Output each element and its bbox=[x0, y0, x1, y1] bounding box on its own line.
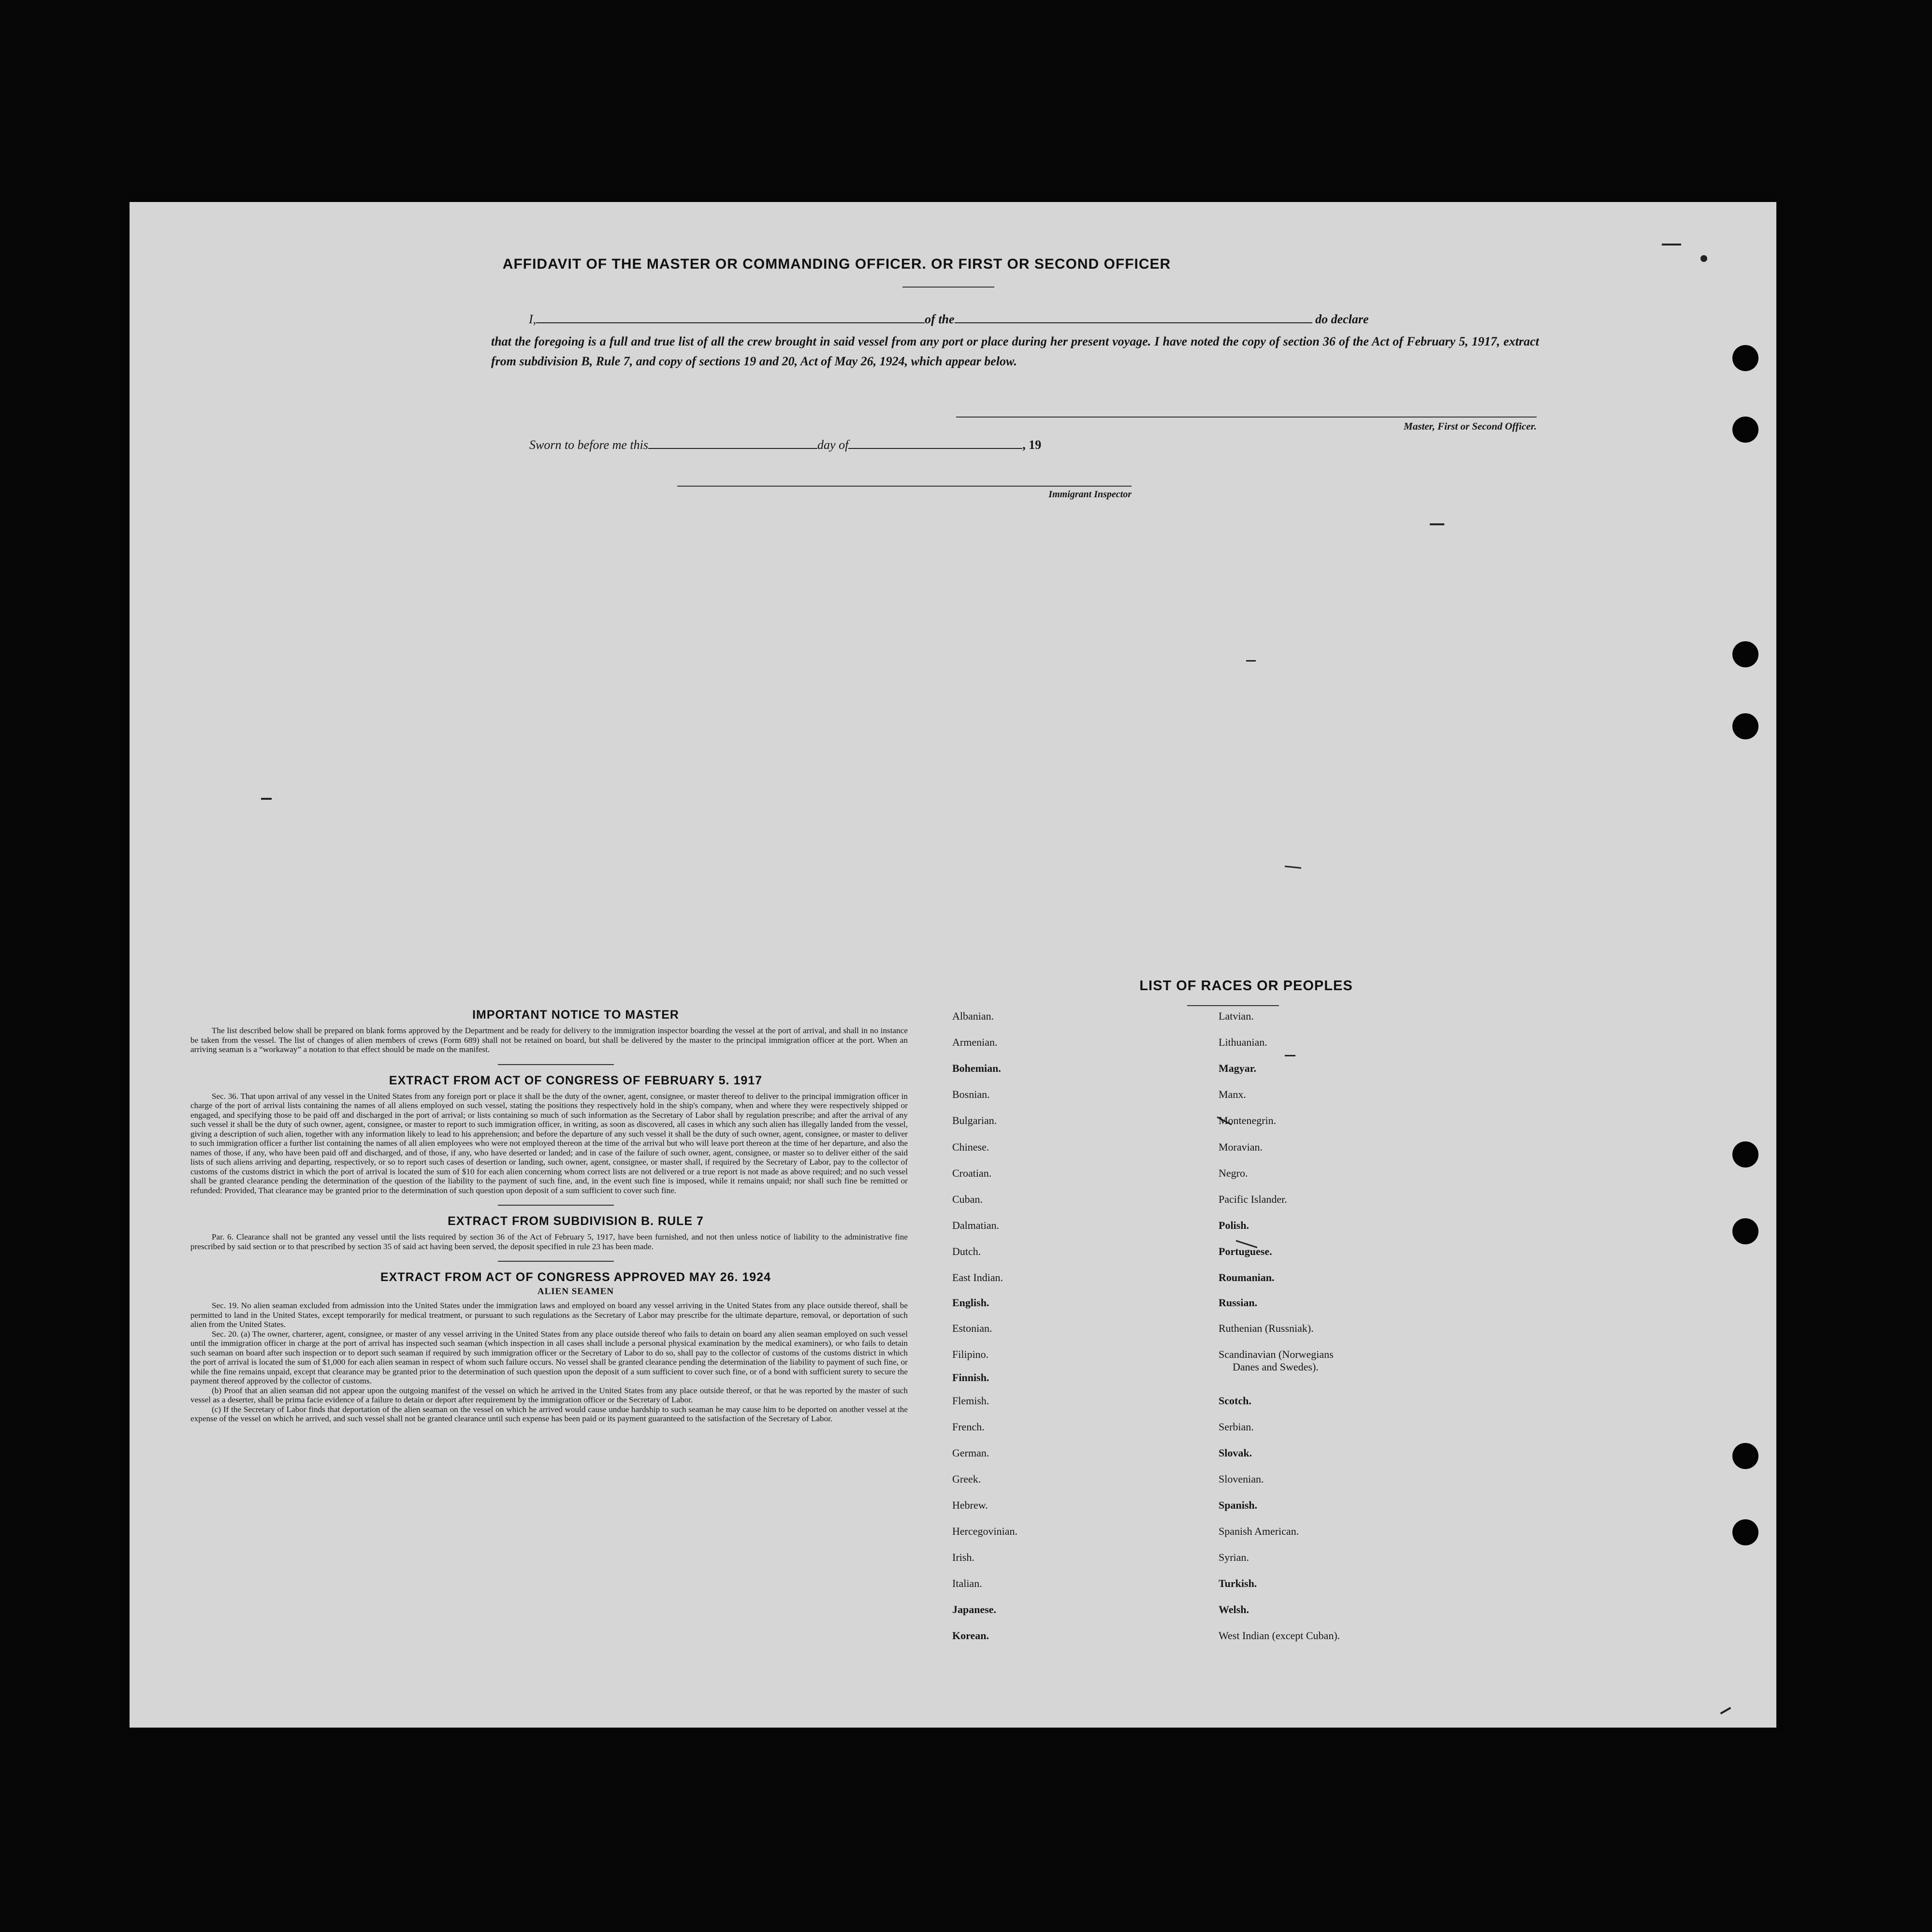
race-item: Polish. bbox=[1219, 1219, 1249, 1231]
race-item: West Indian (except Cuban). bbox=[1219, 1629, 1340, 1642]
binder-hole bbox=[1732, 713, 1758, 739]
race-item: Negro. bbox=[1219, 1167, 1248, 1179]
day-blank bbox=[648, 447, 817, 449]
sworn-line bbox=[529, 438, 1041, 452]
race-item: Roumanian. bbox=[1219, 1271, 1275, 1283]
race-item: English. bbox=[952, 1297, 989, 1309]
binder-hole bbox=[1732, 345, 1758, 371]
scan-speck bbox=[1246, 660, 1256, 662]
affidavit-body: that the foregoing is a full and true list of all the crew brought in said vessel from any port or place during her present voyage. I have noted the copy of section 36 of the Act of February 5, 1917, extract from subdivision B, Rule 7, and copy of sections 19 and 20, Act of May 26, 1924, which appear below. bbox=[491, 334, 1539, 368]
vessel-blank bbox=[955, 322, 1312, 323]
document-page bbox=[130, 202, 1776, 1728]
scan-speck bbox=[1700, 255, 1707, 262]
alien-seamen-subtitle: ALIEN SEAMEN bbox=[537, 1286, 614, 1297]
race-item: Scotch. bbox=[1219, 1395, 1251, 1407]
binder-hole bbox=[1732, 1443, 1758, 1469]
race-item: Slovenian. bbox=[1219, 1473, 1264, 1485]
race-item: Dutch. bbox=[952, 1245, 981, 1257]
do-declare-label: do declare bbox=[1315, 312, 1369, 326]
race-item: Russian. bbox=[1219, 1297, 1258, 1309]
rule7-text: Par. 6. Clearance shall not be granted any vessel until the lists required by section 36 of the Act of February 5, 1917, have been furnished, and not then unless notice of liability to the administrative fine prescribed by said section or to that prescribed by section 35 of said act having been served, the deposit specified in rule 23 has been made. bbox=[190, 1232, 908, 1251]
race-item: Flemish. bbox=[952, 1395, 989, 1407]
name-blank bbox=[536, 322, 925, 323]
race-item: Hebrew. bbox=[952, 1499, 988, 1511]
race-item: Serbian. bbox=[1219, 1421, 1254, 1433]
scan-speck bbox=[1720, 1707, 1731, 1714]
divider bbox=[498, 1261, 614, 1262]
binder-hole bbox=[1732, 1218, 1758, 1244]
binder-hole bbox=[1732, 1519, 1758, 1545]
race-item: Pacific Islander. bbox=[1219, 1193, 1287, 1205]
master-signature-label: Master, First or Second Officer. bbox=[1404, 420, 1537, 432]
race-item: Portuguese. bbox=[1219, 1245, 1272, 1257]
race-item: French. bbox=[952, 1421, 985, 1433]
race-item: Moravian. bbox=[1219, 1141, 1263, 1153]
race-item: Estonian. bbox=[952, 1322, 992, 1334]
binder-hole bbox=[1732, 417, 1758, 443]
race-item: Croatian. bbox=[952, 1167, 992, 1179]
race-item: Slovak. bbox=[1219, 1447, 1252, 1459]
race-item: Latvian. bbox=[1219, 1010, 1254, 1022]
race-item: Bosnian. bbox=[952, 1088, 990, 1100]
divider bbox=[498, 1064, 614, 1065]
race-item: Scandinavian (Norwegians bbox=[1219, 1348, 1334, 1360]
race-item: Albanian. bbox=[952, 1010, 994, 1022]
scan-speck bbox=[1430, 523, 1444, 525]
race-item: Montenegrin. bbox=[1219, 1114, 1277, 1126]
scan-speck bbox=[1285, 1055, 1295, 1056]
legal-notices-column bbox=[190, 1008, 908, 1424]
race-item: Japanese. bbox=[952, 1603, 997, 1615]
race-item: Hercegovinian. bbox=[952, 1525, 1017, 1537]
scan-speck bbox=[1285, 865, 1301, 869]
races-title: LIST OF RACES OR PEOPLES bbox=[1139, 978, 1353, 994]
race-item: East Indian. bbox=[952, 1271, 1003, 1283]
rule7-title: EXTRACT FROM SUBDIVISION B. RULE 7 bbox=[448, 1214, 704, 1228]
extract-1917-title: EXTRACT FROM ACT OF CONGRESS OF FEBRUARY 5. 1917 bbox=[389, 1073, 763, 1087]
day-of-label: day of bbox=[817, 438, 849, 452]
divider bbox=[902, 287, 994, 288]
sworn-prefix: Sworn to before me this bbox=[529, 438, 649, 452]
race-item: Dalmatian. bbox=[952, 1219, 1000, 1231]
affidavit-title: AFFIDAVIT OF THE MASTER OR COMMANDING OFFICER. OR FIRST OR SECOND OFFICER bbox=[502, 256, 1171, 272]
of-the-label: of the bbox=[925, 312, 955, 326]
binder-hole bbox=[1732, 641, 1758, 667]
race-item: Bulgarian. bbox=[952, 1114, 997, 1126]
race-item: Cuban. bbox=[952, 1193, 983, 1205]
race-item: Syrian. bbox=[1219, 1551, 1249, 1563]
divider bbox=[1187, 1005, 1279, 1006]
inspector-label: Immigrant Inspector bbox=[1048, 489, 1132, 500]
race-item: Finnish. bbox=[952, 1371, 989, 1384]
race-item: Italian. bbox=[952, 1577, 982, 1589]
month-blank bbox=[848, 447, 1022, 449]
race-item: Chinese. bbox=[952, 1141, 989, 1153]
year-label: , 19 bbox=[1022, 438, 1042, 452]
race-item: Magyar. bbox=[1219, 1062, 1257, 1074]
race-item: Manx. bbox=[1219, 1088, 1246, 1100]
notice-text: The list described below shall be prepared on blank forms approved by the Department and be ready for delivery to the immigration inspector boarding the vessel at the port of arrival, and shall in no instance be taken from the vessel. The list of changes of alien members of crews (Form 689) shall not be retained on board, but shall be delivered by the master to the principal immigration officer at the port. When an arriving seaman is a “workaway” a notation to that effect should be made on the manifest. bbox=[190, 1026, 908, 1054]
race-item: German. bbox=[952, 1447, 989, 1459]
inspector-signature-line bbox=[677, 486, 1132, 487]
race-item: Irish. bbox=[952, 1551, 974, 1563]
notice-title: IMPORTANT NOTICE TO MASTER bbox=[472, 1008, 679, 1022]
extract-1924-title: EXTRACT FROM ACT OF CONGRESS APPROVED MAY 26. 1924 bbox=[380, 1270, 771, 1284]
i-label: I, bbox=[529, 312, 537, 326]
race-item: Spanish American. bbox=[1219, 1525, 1299, 1537]
race-item: Turkish. bbox=[1219, 1577, 1257, 1589]
race-item: Ruthenian (Russniak). bbox=[1219, 1322, 1314, 1334]
race-item: Lithuanian. bbox=[1219, 1036, 1267, 1048]
scan-speck bbox=[1662, 244, 1681, 245]
race-item: Spanish. bbox=[1219, 1499, 1258, 1511]
sec20c-text: (c) If the Secretary of Labor finds that deportation of the alien seaman on the vessel on which he arrived would cause undue hardship to such seaman he may cause him to be deported on another vessel at the expense of the vessel on which he arrived, and such vessel shall not be granted clearance until such expense has been paid or its payment guaranteed to the satisfaction of the Secretary of Labor. bbox=[190, 1404, 908, 1423]
sec20b-text: (b) Proof that an alien seaman did not appear upon the outgoing manifest of the vessel on which he arrived in the United States from any place outside thereof, or that he was reported by the master of such vessel as a deserter, shall be prima facie evidence of a failure to detain or deport after requirement by the immigration officer or the Secretary of Labor. bbox=[190, 1385, 908, 1404]
race-item: Armenian. bbox=[952, 1036, 998, 1048]
race-item: Danes and Swedes). bbox=[1233, 1361, 1319, 1373]
master-signature-line bbox=[956, 417, 1537, 418]
race-item: Greek. bbox=[952, 1473, 981, 1485]
extract-1917-text: Sec. 36. That upon arrival of any vessel in the United States from any foreign port or place it shall be the duty of the owner, agent, consignee, or master thereof to deliver to the principal immigration officer in charge of the port of arrival lists containing the names of all aliens employed on such vessel, stating the positions they respectively hold in the ship's company, when and where they were respectively shipped or engaged, and specifying those to be paid off and discharged in the port of arrival; or lists containing so much of such information as the Secretary of Labor shall by regulation prescribe; and after the arrival of any such vessel it shall be the duty of such owner, agent, consignee, or master to report to such immigration officer, in writing, as soon as discovered, all cases in which any such alien has illegally landed from the vessel, giving a description of such alien, together with any information likely to lead to his apprehension; and before the departure of any such vessel it shall be the duty of such owner, agent, consignee, or master to deliver to such immigration officer a further list containing the names of all alien employees who were not employed thereon at the time of the arrival but who will leave port thereon at the time of her departure, and also the names of those, if any, who have been paid off and discharged, and of those, if any, who have deserted or landed; and in case of the failure of such owner, agent, consignee, or master so to deliver either of the said lists of such aliens arriving and departing, respectively, or so to report such cases of desertion or landing, such owner, agent, consignee, or master shall, if required by the Secretary of Labor, pay to the collector of customs of the customs district in which the port of arrival is located the sum of $10 for each alien concerning whom correct lists are not delivered or a true report is not made as above required; and no such vessel shall be granted clearance pending the determination of the question of the liability to the payment of such fine, and, in the event such fine is imposed, while it remains unpaid; nor shall such fine be remitted or refunded: Provided, That clearance may be granted prior to the determination of such question upon deposit of a sum sufficient to cover such fine. bbox=[190, 1091, 908, 1195]
race-item: Filipino. bbox=[952, 1348, 989, 1360]
scan-speck bbox=[261, 798, 272, 800]
race-item: Korean. bbox=[952, 1629, 989, 1642]
divider bbox=[498, 1205, 614, 1206]
race-item: Bohemian. bbox=[952, 1062, 1001, 1074]
affidavit-declaration-line bbox=[529, 312, 1539, 327]
sec20a-text: Sec. 20. (a) The owner, charterer, agent, consignee, or master of any vessel arriving in the United States from any place outside thereof who fails to detain on board any alien seaman employed on such vessel until the immigration officer in charge at the port of arrival has inspected such seaman (which inspection in all cases shall include a personal physical examination by the medical examiners), or who fails to detain such seaman on board after such inspection or to deport such seaman if required by such immigration officer or the Secretary of Labor to do so, shall pay to the collector of customs of the customs district in which the port of arrival is located the sum of $1,000 for each alien seaman in respect of whom such failure occurs. No vessel shall be granted clearance pending the determination of the liability to payment of such fine, or while the fine remains unpaid, except that clearance may be granted prior to the determination of such question upon the deposit of a sum sufficient to cover such fine, or of a bond with sufficient surety to secure the payment thereof approved by the collector of customs. bbox=[190, 1329, 908, 1385]
race-item: Welsh. bbox=[1219, 1603, 1249, 1615]
sec19-text: Sec. 19. No alien seaman excluded from admission into the United States under the immigration laws and employed on board any vessel arriving in the United States from any place outside thereof, shall be permitted to land in the United States, except temporarily for medical treatment, or pursuant to such regulations as the Secretary of Labor may prescribe for the ultimate departure, removal, or deportation of such alien from the United States. bbox=[190, 1301, 908, 1329]
binder-hole bbox=[1732, 1141, 1758, 1168]
